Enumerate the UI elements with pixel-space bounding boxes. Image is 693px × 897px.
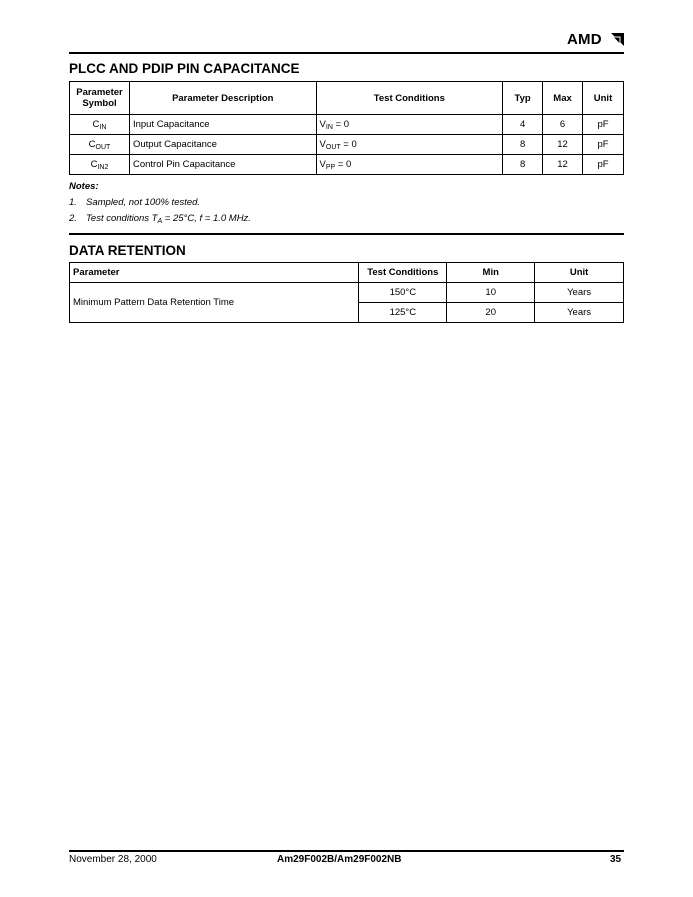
unit-cell: pF <box>583 155 624 175</box>
symbol-cell: $C_{OUT}$ <box>70 135 130 155</box>
col-header: Parameter <box>70 263 359 283</box>
col-header: Min <box>447 263 535 283</box>
notes-title: Notes: <box>69 181 99 192</box>
typ-cell: 4 <box>503 115 543 135</box>
min-cell: 20 <box>447 303 535 323</box>
max-cell: 6 <box>543 115 583 135</box>
brand-name: AMD <box>567 31 602 48</box>
note-item: 1. Sampled, not 100% tested. <box>69 197 201 208</box>
amd-logo <box>567 32 627 48</box>
table-header-row <box>70 82 624 115</box>
symbol-cell: $C_{IN}$ <box>70 115 130 135</box>
condition-cell: 125°C <box>359 303 447 323</box>
capacitance-title: PLCC AND PDIP PIN CAPACITANCE <box>69 61 300 76</box>
col-header: Test Conditions <box>359 263 447 283</box>
footer-rule <box>69 850 624 852</box>
unit-cell: Years <box>535 303 624 323</box>
col-header: Parameter Symbol <box>70 82 130 115</box>
col-header: Max <box>543 82 583 115</box>
top-rule <box>69 52 624 54</box>
condition-cell: $V_{PP} = 0$ <box>316 155 503 175</box>
typ-cell: 8 <box>503 155 543 175</box>
page-number: 35 <box>610 854 622 865</box>
table-row <box>70 155 624 175</box>
symbol-cell: $C_{IN2}$ <box>70 155 130 175</box>
footer-date: November 28, 2000 <box>69 854 157 865</box>
col-header: Parameter Description <box>129 82 316 115</box>
description-cell: Output Capacitance <box>129 135 316 155</box>
condition-cell: $V_{OUT} = 0$ <box>316 135 503 155</box>
footer-part-number: Am29F002B/Am29F002NB <box>277 854 402 865</box>
parameter-cell: Minimum Pattern Data Retention Time <box>70 283 359 323</box>
note-item: 2. Test conditions $T_A = 25^\circ C$, f = 1.0 MHz. <box>69 213 251 225</box>
amd-arrow-icon <box>611 33 624 46</box>
unit-cell: pF <box>583 135 624 155</box>
typ-cell: 8 <box>503 135 543 155</box>
min-cell: 10 <box>447 283 535 303</box>
condition-cell: 150°C <box>359 283 447 303</box>
section-rule <box>69 233 624 235</box>
table-row <box>70 283 624 303</box>
table-row <box>70 115 624 135</box>
table-header-row <box>70 263 624 283</box>
table-row <box>70 135 624 155</box>
unit-cell: Years <box>535 283 624 303</box>
col-header: Test Conditions <box>316 82 503 115</box>
retention-title: DATA RETENTION <box>69 243 186 258</box>
condition-cell: $V_{IN} = 0$ <box>316 115 503 135</box>
col-header: Typ <box>503 82 543 115</box>
description-cell: Control Pin Capacitance <box>129 155 316 175</box>
unit-cell: pF <box>583 115 624 135</box>
notes <box>69 181 251 225</box>
retention-table <box>69 262 624 323</box>
capacitance-table <box>69 81 624 175</box>
max-cell: 12 <box>543 135 583 155</box>
max-cell: 12 <box>543 155 583 175</box>
col-header: Unit <box>583 82 624 115</box>
description-cell: Input Capacitance <box>129 115 316 135</box>
col-header: Unit <box>535 263 624 283</box>
